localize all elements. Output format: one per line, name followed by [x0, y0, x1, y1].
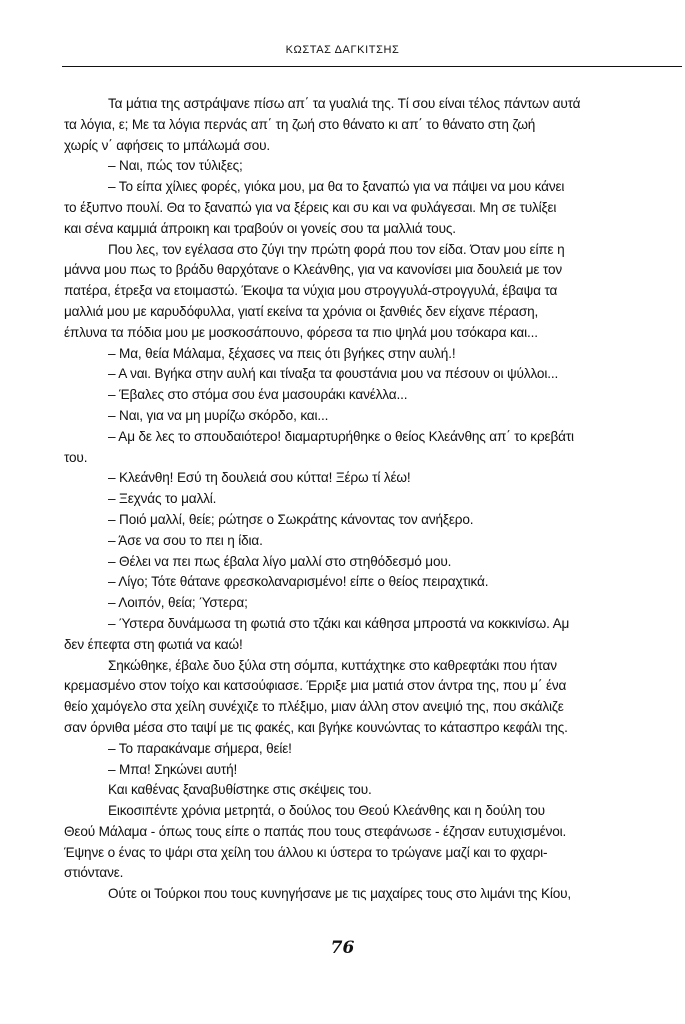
text-line: – Κλεάνθη! Εσύ τη δουλειά σου κύττα! Ξέρω τί λέω!	[108, 470, 411, 486]
running-head: ΚΩΣΤΑΣ ΔΑΓΚΙΤΣΗΣ	[285, 44, 400, 56]
text-line: – Άσε να σου το πει η ίδια.	[108, 532, 263, 548]
text-line: σαν όρνιθα μέσα στο ταψί με τις φακές, και βγήκε κουνώντας το κάτασπρο κεφάλι της.	[64, 719, 568, 735]
text-line: Και καθένας ξαναβυθίστηκε στις σκέψεις του.	[108, 782, 372, 798]
text-line: – Μπα! Σηκώνει αυτή!	[108, 761, 238, 777]
text-line: Που λες, τον εγέλασα στο ζύγι την πρώτη φορά που τον είδα. Όταν μου είπε η	[108, 241, 565, 257]
text-line: – Αμ δε λες το σπουδαιότερο! διαμαρτυρήθηκε ο θείος Κλεάνθης απ΄ το κρεβάτι	[108, 428, 574, 444]
text-line: έπλυνα τα πόδια μου με μοσκοσάπουνο, φόρεσα τα πιο ψηλά μου τσόκαρα και...	[64, 324, 538, 340]
text-line: – Ποιό μαλλί, θείε; ρώτησε ο Σωκράτης κάνοντας τον ανήξερο.	[108, 511, 474, 527]
text-line: στιόντανε.	[64, 865, 124, 881]
text-line: – Το παρακάναμε σήμερα, θείε!	[108, 740, 292, 756]
text-line: δεν έπεφτα στη φωτιά να καώ!	[64, 636, 243, 652]
text-line: – Μα, θεία Μάλαμα, ξέχασες να πεις ότι βγήκες στην αυλή.!	[108, 345, 456, 361]
text-line: τα λόγια, ε; Με τα λόγια περνάς απ΄ τη ζωή στο θάνατο κι απ΄ το θάνατο στη ζωή	[64, 116, 536, 132]
page-number: 76	[330, 938, 355, 958]
text-line: και σένα καμμιά άπροικη και τραβούν οι γονείς σου τα μαλλιά τους.	[64, 220, 456, 236]
text-line: – Ναι, για να μη μυρίζω σκόρδο, και...	[108, 407, 329, 423]
text-line: – Λοιπόν, θεία; Ύστερα;	[108, 595, 248, 611]
text-line: – Ύστερα δυνάμωσα τη φωτιά στο τζάκι και κάθησα μπροστά να κοκκινίσω. Αμ	[108, 615, 570, 631]
text-line: το έξυπνο πουλί. Θα το ξαναπώ για να ξέρεις και συ και να φυλάγεσαι. Μη σε τυλίξει	[64, 199, 557, 215]
text-line: χωρίς ν΄ αφήσεις το μπάλωμά σου.	[64, 137, 271, 153]
header-rule	[62, 66, 682, 67]
text-line: – Θέλει να πει πως έβαλα λίγο μαλλί στο στηθόδεσμό μου.	[108, 553, 452, 569]
text-line: πατέρα, έτρεξα να ετοιμαστώ. Έκοψα τα νύχια μου στρογγυλά-στρογγυλά, έβαψα τα	[64, 283, 558, 299]
text-line: του.	[64, 449, 88, 465]
text-line: Θεού Μάλαμα - όπως τους είπε ο παπάς που τους στεφάνωσε - έζησαν ευτυχισμένοι.	[64, 823, 567, 839]
text-line: μαλλιά μου με καρυδόφυλλα, γιατί εκείνα τα χρόνια οι ξανθιές δεν είχανε πέραση,	[64, 303, 539, 319]
text-line: Ούτε οι Τούρκοι που τους κυνηγήσανε με τις μαχαίρες τους στο λιμάνι της Κίου,	[108, 886, 572, 902]
text-line: – Ναι, πώς τον τύλιξες;	[108, 158, 243, 174]
text-line: Σηκώθηκε, έβαλε δυο ξύλα στη σόμπα, κυττάχτηκε στο καθρεφτάκι που ήταν	[108, 657, 557, 673]
text-line: – Το είπα χίλιες φορές, γιόκα μου, μα θα το ξαναπώ για να πάψει να μου κάνει	[108, 179, 565, 195]
text-line: θείο χαμόγελο στα χείλη συνέχιζε το πλέξιμο, μιαν άλλη στον ανεψιό της, που σκάλιζε	[64, 699, 564, 715]
text-line: – Α ναι. Βγήκα στην αυλή και τίναξα τα φουστάνια μου να πέσουν οι ψύλλοι...	[108, 366, 559, 382]
text-line: – Λίγο; Τότε θάτανε φρεσκολαναρισμένο! είπε ο θείος πειραχτικά.	[108, 574, 489, 590]
text-line: Έψηνε ο ένας το ψάρι στα χείλη του άλλου κι ύστερα το τρώγανε μαζί και το φχαρι-	[64, 844, 548, 860]
body-text	[64, 94, 685, 905]
text-line: – Έβαλες στο στόμα σου ένα μασουράκι κανέλλα...	[108, 387, 408, 403]
text-line: Εικοσιπέντε χρόνια μετρητά, ο δούλος του Θεού Κλεάνθης και η δούλη του	[108, 803, 545, 819]
text-line: Τα μάτια της αστράψανε πίσω απ΄ τα γυαλιά της. Τί σου είναι τέλος πάντων αυτά	[108, 96, 581, 111]
text-line: μάννα μου πως το βράδυ θαρχότανε ο Κλεάνθης, για να κανονίσει μια δουλειά με τον	[64, 262, 563, 278]
text-line: – Ξεχνάς το μαλλί.	[108, 491, 217, 507]
text-line: κρεμασμένο στον τοίχο και κατσούφιασε. Έρριξε μια ματιά στον άντρα της, που μ΄ ένα	[64, 678, 567, 694]
